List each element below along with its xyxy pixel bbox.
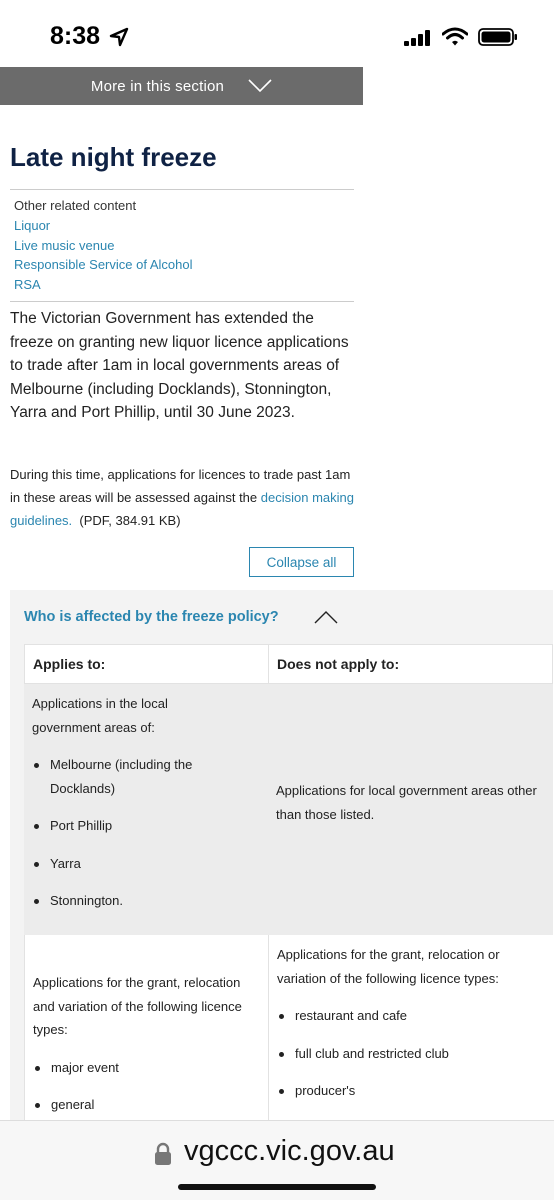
table-row-1-not-applies <box>268 684 553 936</box>
table-header-applies-label: Applies to: <box>33 656 106 672</box>
not-applies-text-1: Applications for local government areas other than those listed. <box>276 783 537 822</box>
table-row-2-not-applies <box>268 935 553 1130</box>
related-content-header: Other related content <box>14 198 137 213</box>
applies-list-1 <box>32 753 261 913</box>
accordion-header[interactable] <box>10 590 553 644</box>
list-item: Stonnington. <box>32 889 261 913</box>
table-row-2-applies <box>24 935 269 1130</box>
list-item: Melbourne (including the Docklands) <box>32 753 237 800</box>
applies-intro-1: Applications in the local government areas of: <box>32 696 168 735</box>
related-link-live-music-venue[interactable]: Live music venue <box>14 237 115 253</box>
list-item: Yarra <box>32 852 261 876</box>
chevron-up-icon <box>314 610 338 624</box>
list-item: general <box>33 1093 261 1117</box>
wifi-icon <box>442 27 468 47</box>
pdf-meta: (PDF, 384.91 KB) <box>79 513 181 528</box>
list-item: major event <box>33 1056 261 1080</box>
list-item: Port Phillip <box>32 814 261 838</box>
related-link-rsa[interactable]: RSA <box>14 276 41 292</box>
applies-list-2 <box>33 1056 261 1117</box>
chevron-down-icon <box>248 79 272 93</box>
guidelines-text: During this time, applications for licences to trade past 1am in these areas will be assessed against the <box>10 467 351 505</box>
list-item: producer's <box>277 1079 545 1103</box>
list-item: full club and restricted club <box>277 1042 545 1066</box>
accordion-freeze-policy <box>10 590 553 1130</box>
browser-url-bar[interactable] <box>0 1120 554 1200</box>
decision-guidelines-link[interactable]: decision making guidelines. <box>10 490 354 528</box>
guidelines-paragraph <box>10 463 355 532</box>
applies-intro-2: Applications for the grant, relocation and variation of the following licence types: <box>33 975 242 1037</box>
table-row-1-applies <box>24 684 269 936</box>
location-arrow-icon <box>109 27 129 47</box>
collapse-all-button[interactable]: Collapse all <box>249 547 354 577</box>
status-bar <box>0 0 554 66</box>
table-header-not-applies <box>268 644 553 684</box>
battery-icon <box>478 27 518 47</box>
not-applies-intro-2: Applications for the grant, relocation or variation of the following licence types: <box>277 947 500 986</box>
accordion-title: Who is affected by the freeze policy? <box>24 609 279 625</box>
url-text: vgccc.vic.gov.au <box>184 1135 395 1167</box>
status-time: 8:38 <box>50 22 101 50</box>
related-link-liquor[interactable]: Liquor <box>14 218 51 233</box>
list-item: restaurant and cafe <box>277 1004 545 1028</box>
related-content-box <box>10 189 354 302</box>
section-nav-label: More in this section <box>90 77 225 95</box>
page-title: Late night freeze <box>10 142 217 172</box>
section-nav-toggle[interactable] <box>0 67 363 105</box>
table-header-applies <box>24 644 269 684</box>
intro-paragraph: The Victorian Government has extended the freeze on granting new liquor licence applications to trade after 1am in local governments areas of Melbourne (including Docklands), Stonnington, Yarra and Port Phillip, until 30 June 2023. <box>10 310 349 421</box>
not-applies-list-2 <box>277 1004 545 1103</box>
lock-icon <box>153 1142 173 1166</box>
home-indicator[interactable] <box>178 1184 376 1190</box>
cellular-signal-icon <box>404 30 432 46</box>
related-link-rsa-full[interactable]: Responsible Service of Alcohol <box>14 257 193 272</box>
table-header-not-applies-label: Does not apply to: <box>277 656 400 672</box>
